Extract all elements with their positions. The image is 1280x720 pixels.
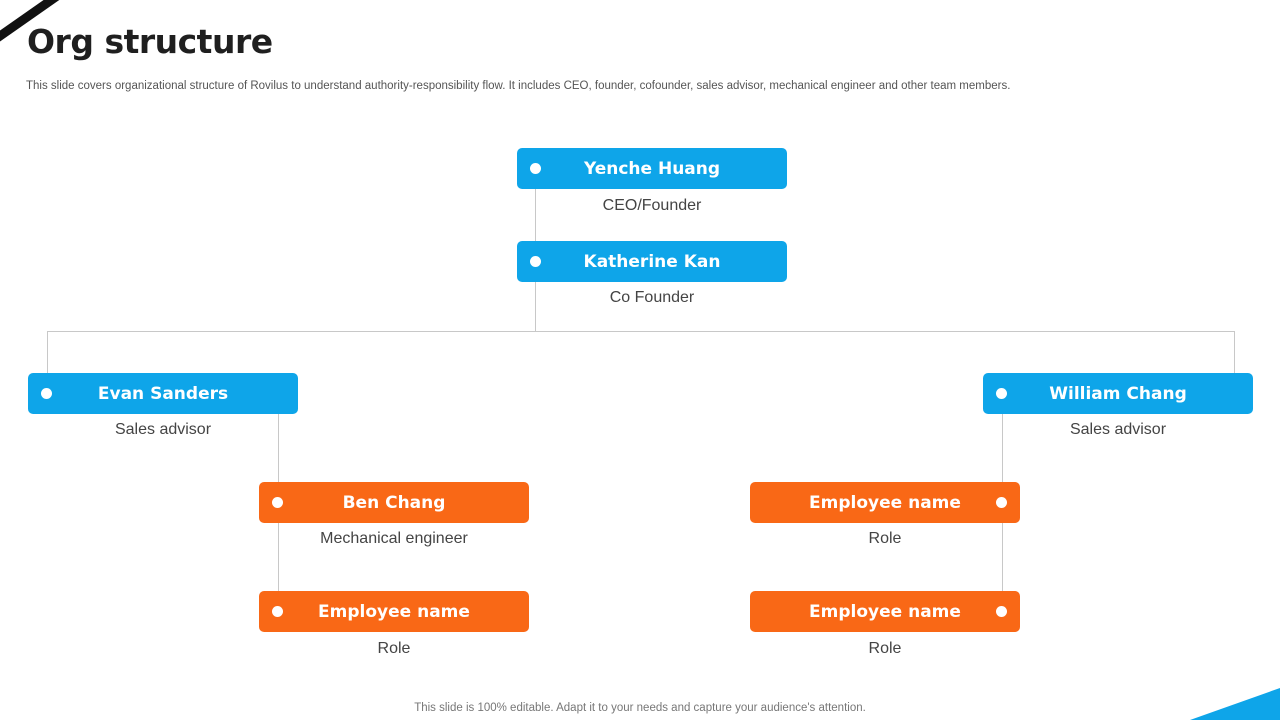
org-node-left-advisor[interactable]	[28, 373, 298, 414]
node-role-left-member-1: Mechanical engineer	[320, 530, 468, 547]
org-node-right-member-1[interactable]	[750, 482, 1020, 523]
bullet-dot-icon	[272, 497, 283, 508]
org-node-left-member-1[interactable]	[259, 482, 529, 523]
org-node-cofounder[interactable]	[517, 241, 787, 282]
node-name: William Chang	[1049, 383, 1187, 404]
connector-horizontal-bar	[47, 331, 1235, 332]
node-name: Employee name	[318, 601, 470, 622]
node-name: Katherine Kan	[583, 251, 721, 272]
node-name: Ben Chang	[342, 492, 446, 513]
org-node-right-member-2[interactable]	[750, 591, 1020, 632]
node-role-left-advisor: Sales advisor	[114, 421, 212, 438]
bullet-dot-icon	[530, 256, 541, 267]
bullet-dot-icon	[530, 163, 541, 174]
bullet-dot-icon	[996, 388, 1007, 399]
slide-subtitle: This slide covers organizational structure of Rovilus to understand authority-responsibility flow. It includes CEO, founder, cofounder, sales advisor, mechanical engineer and other team members.	[26, 80, 1011, 92]
slide-footer: This slide is 100% editable. Adapt it to your needs and capture your audience's attention.	[414, 702, 866, 714]
org-node-ceo[interactable]	[517, 148, 787, 189]
node-name: Evan Sanders	[97, 383, 229, 404]
org-node-left-member-2[interactable]	[259, 591, 529, 632]
node-name: Employee name	[809, 492, 961, 513]
node-role-left-member-2: Role	[377, 640, 411, 657]
bullet-dot-icon	[996, 497, 1007, 508]
bullet-dot-icon	[996, 606, 1007, 617]
connector-left-drop	[47, 331, 48, 373]
node-role-ceo: CEO/Founder	[602, 197, 702, 214]
bullet-dot-icon	[41, 388, 52, 399]
org-node-right-advisor[interactable]	[983, 373, 1253, 414]
connector-right-drop	[1234, 331, 1235, 373]
node-role-right-member-1: Role	[868, 530, 902, 547]
node-role-cofounder: Co Founder	[609, 289, 695, 306]
node-name: Yenche Huang	[583, 158, 721, 179]
slide-title: Org structure	[27, 22, 273, 61]
node-name: Employee name	[809, 601, 961, 622]
node-role-right-advisor: Sales advisor	[1069, 421, 1167, 438]
node-role-right-member-2: Role	[868, 640, 902, 657]
bullet-dot-icon	[272, 606, 283, 617]
